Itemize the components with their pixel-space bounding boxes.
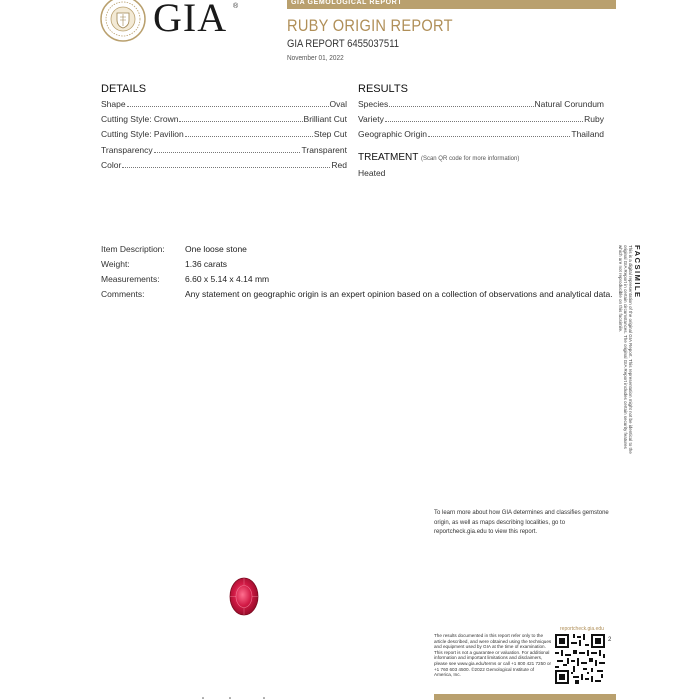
report-date: November 01, 2022 <box>287 53 344 62</box>
details-row-pavilion <box>101 129 347 141</box>
results-value: Natural Corundum <box>534 99 604 109</box>
measurements-label: Measurements: <box>101 274 160 284</box>
page-number: 2 <box>608 637 612 643</box>
treatment-heading <box>358 152 519 163</box>
bottom-decorative-marks <box>200 694 270 700</box>
qr-code-icon[interactable] <box>555 634 605 684</box>
comments-label: Comments: <box>101 289 145 299</box>
dotted-leader <box>179 120 302 122</box>
report-number: GIA REPORT 6455037511 <box>287 38 400 50</box>
registered-mark: ® <box>233 3 239 10</box>
dotted-leader <box>389 105 533 107</box>
details-row-shape <box>101 99 347 111</box>
details-label: Cutting Style: Crown <box>101 114 179 124</box>
treatment-value: Heated <box>358 168 386 178</box>
gia-seal-icon <box>100 0 146 42</box>
facsimile-text: This is a digital representation of the original GIA Report. This representation might not be identical to the original GIA Report in certain circumstances. The original GIA Report includes certain security features which are not reproducible on this facsimile. <box>618 245 633 454</box>
dotted-leader <box>154 151 301 153</box>
comments-value: Any statement on geographic origin is an expert opinion based on a collection of observations and analytical data. <box>185 289 613 299</box>
dotted-leader <box>185 135 313 137</box>
details-value: Oval <box>329 99 347 109</box>
dotted-leader <box>385 120 583 122</box>
details-heading: DETAILS <box>101 83 147 95</box>
details-value: Step Cut <box>313 129 347 139</box>
results-label: Geographic Origin <box>358 129 427 139</box>
results-row-origin <box>358 129 604 141</box>
ruby-stone-image <box>229 577 259 616</box>
results-value: Ruby <box>584 114 604 124</box>
results-row-species <box>358 99 604 111</box>
details-row-transparency <box>101 145 347 157</box>
learn-more-text: To learn more about how GIA determines and classifies gemstone origin, as well as maps describing localities, go to reportcheck.gia.edu to view this report. <box>434 510 609 535</box>
reportcheck-link[interactable]: reportcheck.gia.edu <box>560 626 604 632</box>
details-label: Color <box>101 160 122 170</box>
details-label: Cutting Style: Pavilion <box>101 129 184 139</box>
weight-value: 1.36 carats <box>185 259 228 269</box>
dotted-leader <box>428 135 570 137</box>
dotted-leader <box>122 166 330 168</box>
treatment-heading-text: TREATMENT <box>358 152 419 163</box>
details-value: Red <box>331 160 347 170</box>
facsimile-title: FACSIMILE <box>633 245 642 299</box>
details-value: Transparent <box>301 145 347 155</box>
details-label: Transparency <box>101 145 153 155</box>
results-label: Variety <box>358 114 384 124</box>
details-row-color <box>101 160 347 172</box>
results-label: Species <box>358 99 389 109</box>
header-band-text: GIA GEMOLOGICAL REPORT <box>291 0 403 6</box>
results-row-variety <box>358 114 604 126</box>
report-title: RUBY ORIGIN REPORT <box>287 16 453 35</box>
item-description-value: One loose stone <box>185 244 247 254</box>
treatment-note: (Scan QR code for more information) <box>420 156 520 162</box>
results-heading: RESULTS <box>358 83 408 95</box>
gia-logo-text: GIA <box>153 0 228 40</box>
item-description-label: Item Description: <box>101 244 165 254</box>
weight-label: Weight: <box>101 259 130 269</box>
footer-band <box>434 694 616 700</box>
measurements-value: 6.60 x 5.14 x 4.14 mm <box>185 274 270 284</box>
facsimile-notice <box>618 245 642 455</box>
results-value: Thailand <box>571 129 604 139</box>
details-row-crown <box>101 114 347 126</box>
details-value: Brilliant Cut <box>303 114 347 124</box>
details-label: Shape <box>101 99 126 109</box>
dotted-leader <box>127 105 329 107</box>
disclaimer-text: The results documented in this report refer only to the article described, and were obtained using the techniques and equipment used by GIA at the time of examination. This report is not a guarantee or valuation. For additional information and important limitations and disclaimers, please see www.gia.edu/terms or call +1 800 421 7250 or +1 760 603 4500. ©2022 Gemological Institute of America, Inc. <box>434 633 552 678</box>
